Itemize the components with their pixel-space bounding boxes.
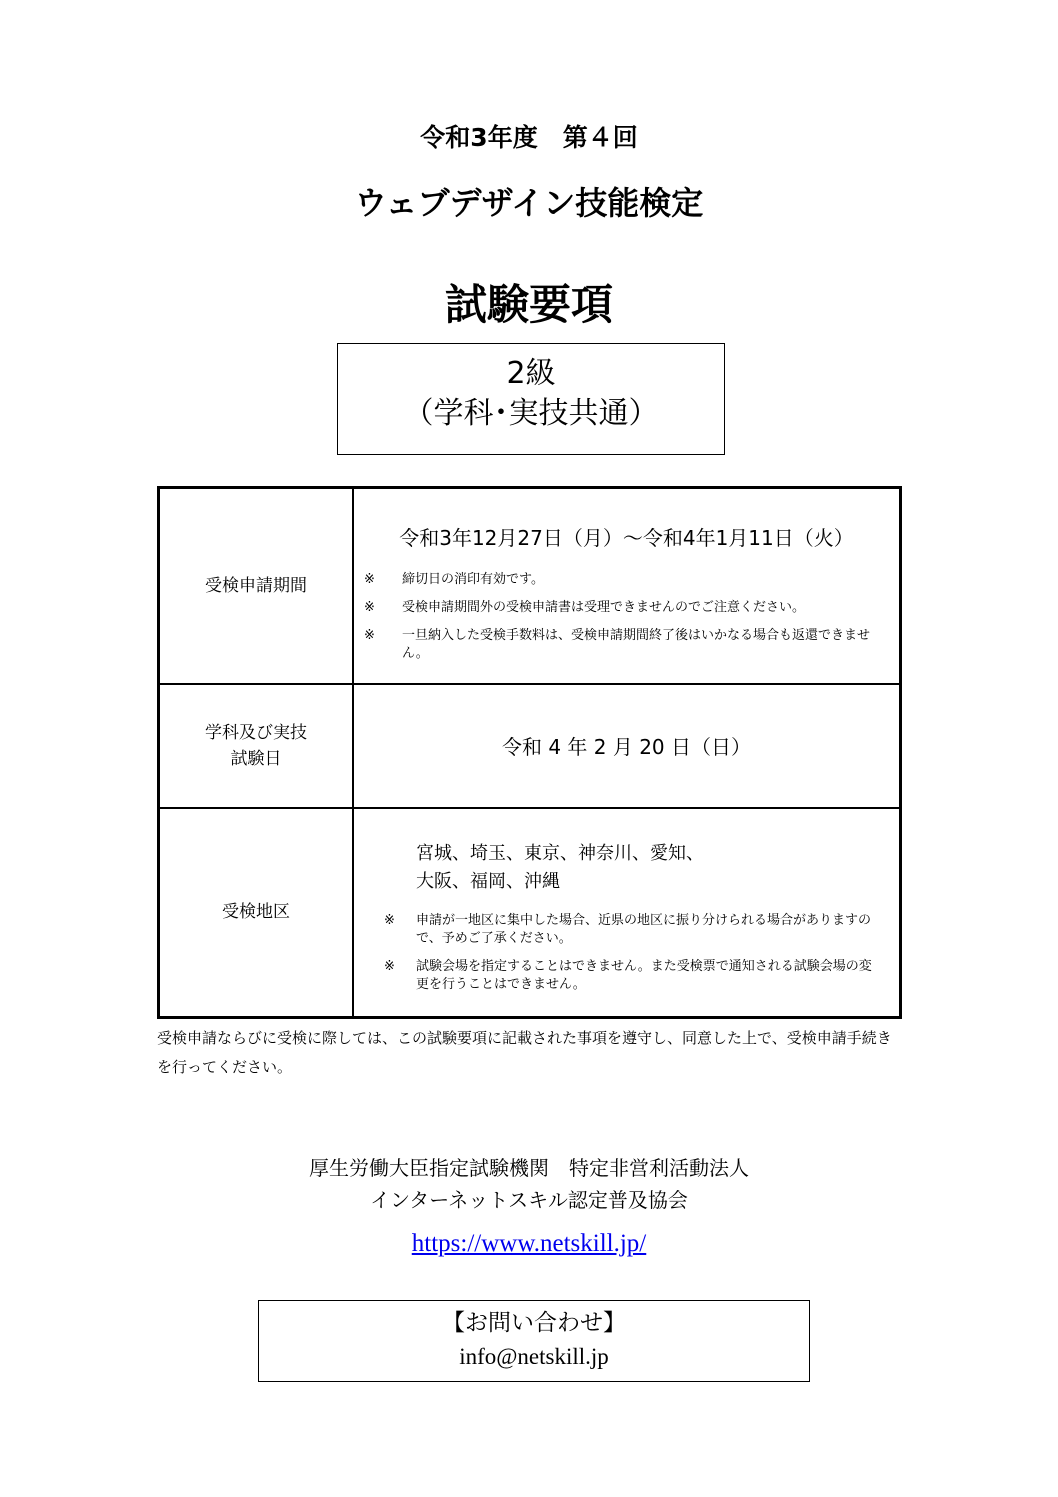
note-item xyxy=(384,958,879,994)
exam-areas-line2: 大阪、福岡、沖縄 xyxy=(416,871,560,893)
table-row-exam-areas xyxy=(159,808,901,1018)
note-mark: ※ xyxy=(384,913,395,929)
exam-date-label xyxy=(159,684,354,808)
exam-info-table xyxy=(157,486,902,1019)
organization-line1: 厚生労働大臣指定試験機関 特定非営利活動法人 xyxy=(309,1156,749,1180)
note-text: 締切日の消印有効です。 xyxy=(402,572,544,588)
note-item xyxy=(384,912,879,948)
note-mark: ※ xyxy=(364,572,375,588)
exam-areas-cell xyxy=(353,808,901,1018)
exam-date-label-line1: 学科及び実技 xyxy=(205,722,307,743)
table-row-exam-date xyxy=(159,684,901,808)
grade-box xyxy=(337,343,725,455)
grade-label: 2級 xyxy=(506,356,556,391)
contact-email[interactable]: info@netskill.jp xyxy=(459,1344,609,1369)
note-text: 試験会場を指定することはできません。また受検票で通知される試験会場の変更を行うことはできません。 xyxy=(416,959,872,993)
grade-scope: （学科･実技共通） xyxy=(403,396,659,431)
note-text: 一旦納入した受検手数料は、受検申請期間終了後はいかなる場合も返還できません。 xyxy=(402,628,871,662)
note-mark: ※ xyxy=(364,600,375,616)
note-text: 受検申請期間外の受検申請書は受理できませんのでご注意ください。 xyxy=(402,600,806,616)
note-item xyxy=(364,599,889,617)
note-text: 申請が一地区に集中した場合、近県の地区に振り分けられる場合がありますので、予めご了承ください。 xyxy=(416,913,872,947)
exam-date-label-line2: 試験日 xyxy=(230,748,282,769)
exam-date-cell xyxy=(353,684,901,808)
application-period-value: 令和3年12月27日（月）～令和4年1月11日（火） xyxy=(399,526,854,551)
page-title: 試験要項 xyxy=(444,280,613,329)
note-item xyxy=(364,627,889,663)
note-mark: ※ xyxy=(364,628,375,644)
exam-areas-list xyxy=(354,840,899,896)
note-mark: ※ xyxy=(384,959,395,975)
exam-areas-line1: 宮城、埼玉、東京、神奈川、愛知、 xyxy=(416,843,704,865)
contact-box xyxy=(258,1300,810,1382)
note-item xyxy=(364,571,889,589)
application-period-cell xyxy=(353,488,901,684)
website-link[interactable]: https://www.netskill.jp/ xyxy=(411,1230,647,1257)
website-link-wrapper xyxy=(0,1230,1058,1258)
exam-date-value: 令和 4 年 2 月 20 日（日） xyxy=(501,735,752,759)
agreement-text: 受検申請ならびに受検に際しては、この試験要項に記載された事項を遵守し、同意した上で、受検申請手続きを行ってください。 xyxy=(157,1029,892,1076)
table-row-application-period xyxy=(159,488,901,684)
application-period-label: 受検申請期間 xyxy=(159,488,354,684)
exam-areas-label: 受検地区 xyxy=(159,808,354,1018)
exam-name-heading: ウェブデザイン技能検定 xyxy=(354,184,704,222)
year-round-heading: 令和3年度 第４回 xyxy=(420,123,638,152)
contact-heading: 【お問い合わせ】 xyxy=(442,1310,626,1335)
organization-line2: インターネットスキル認定普及協会 xyxy=(370,1188,688,1212)
